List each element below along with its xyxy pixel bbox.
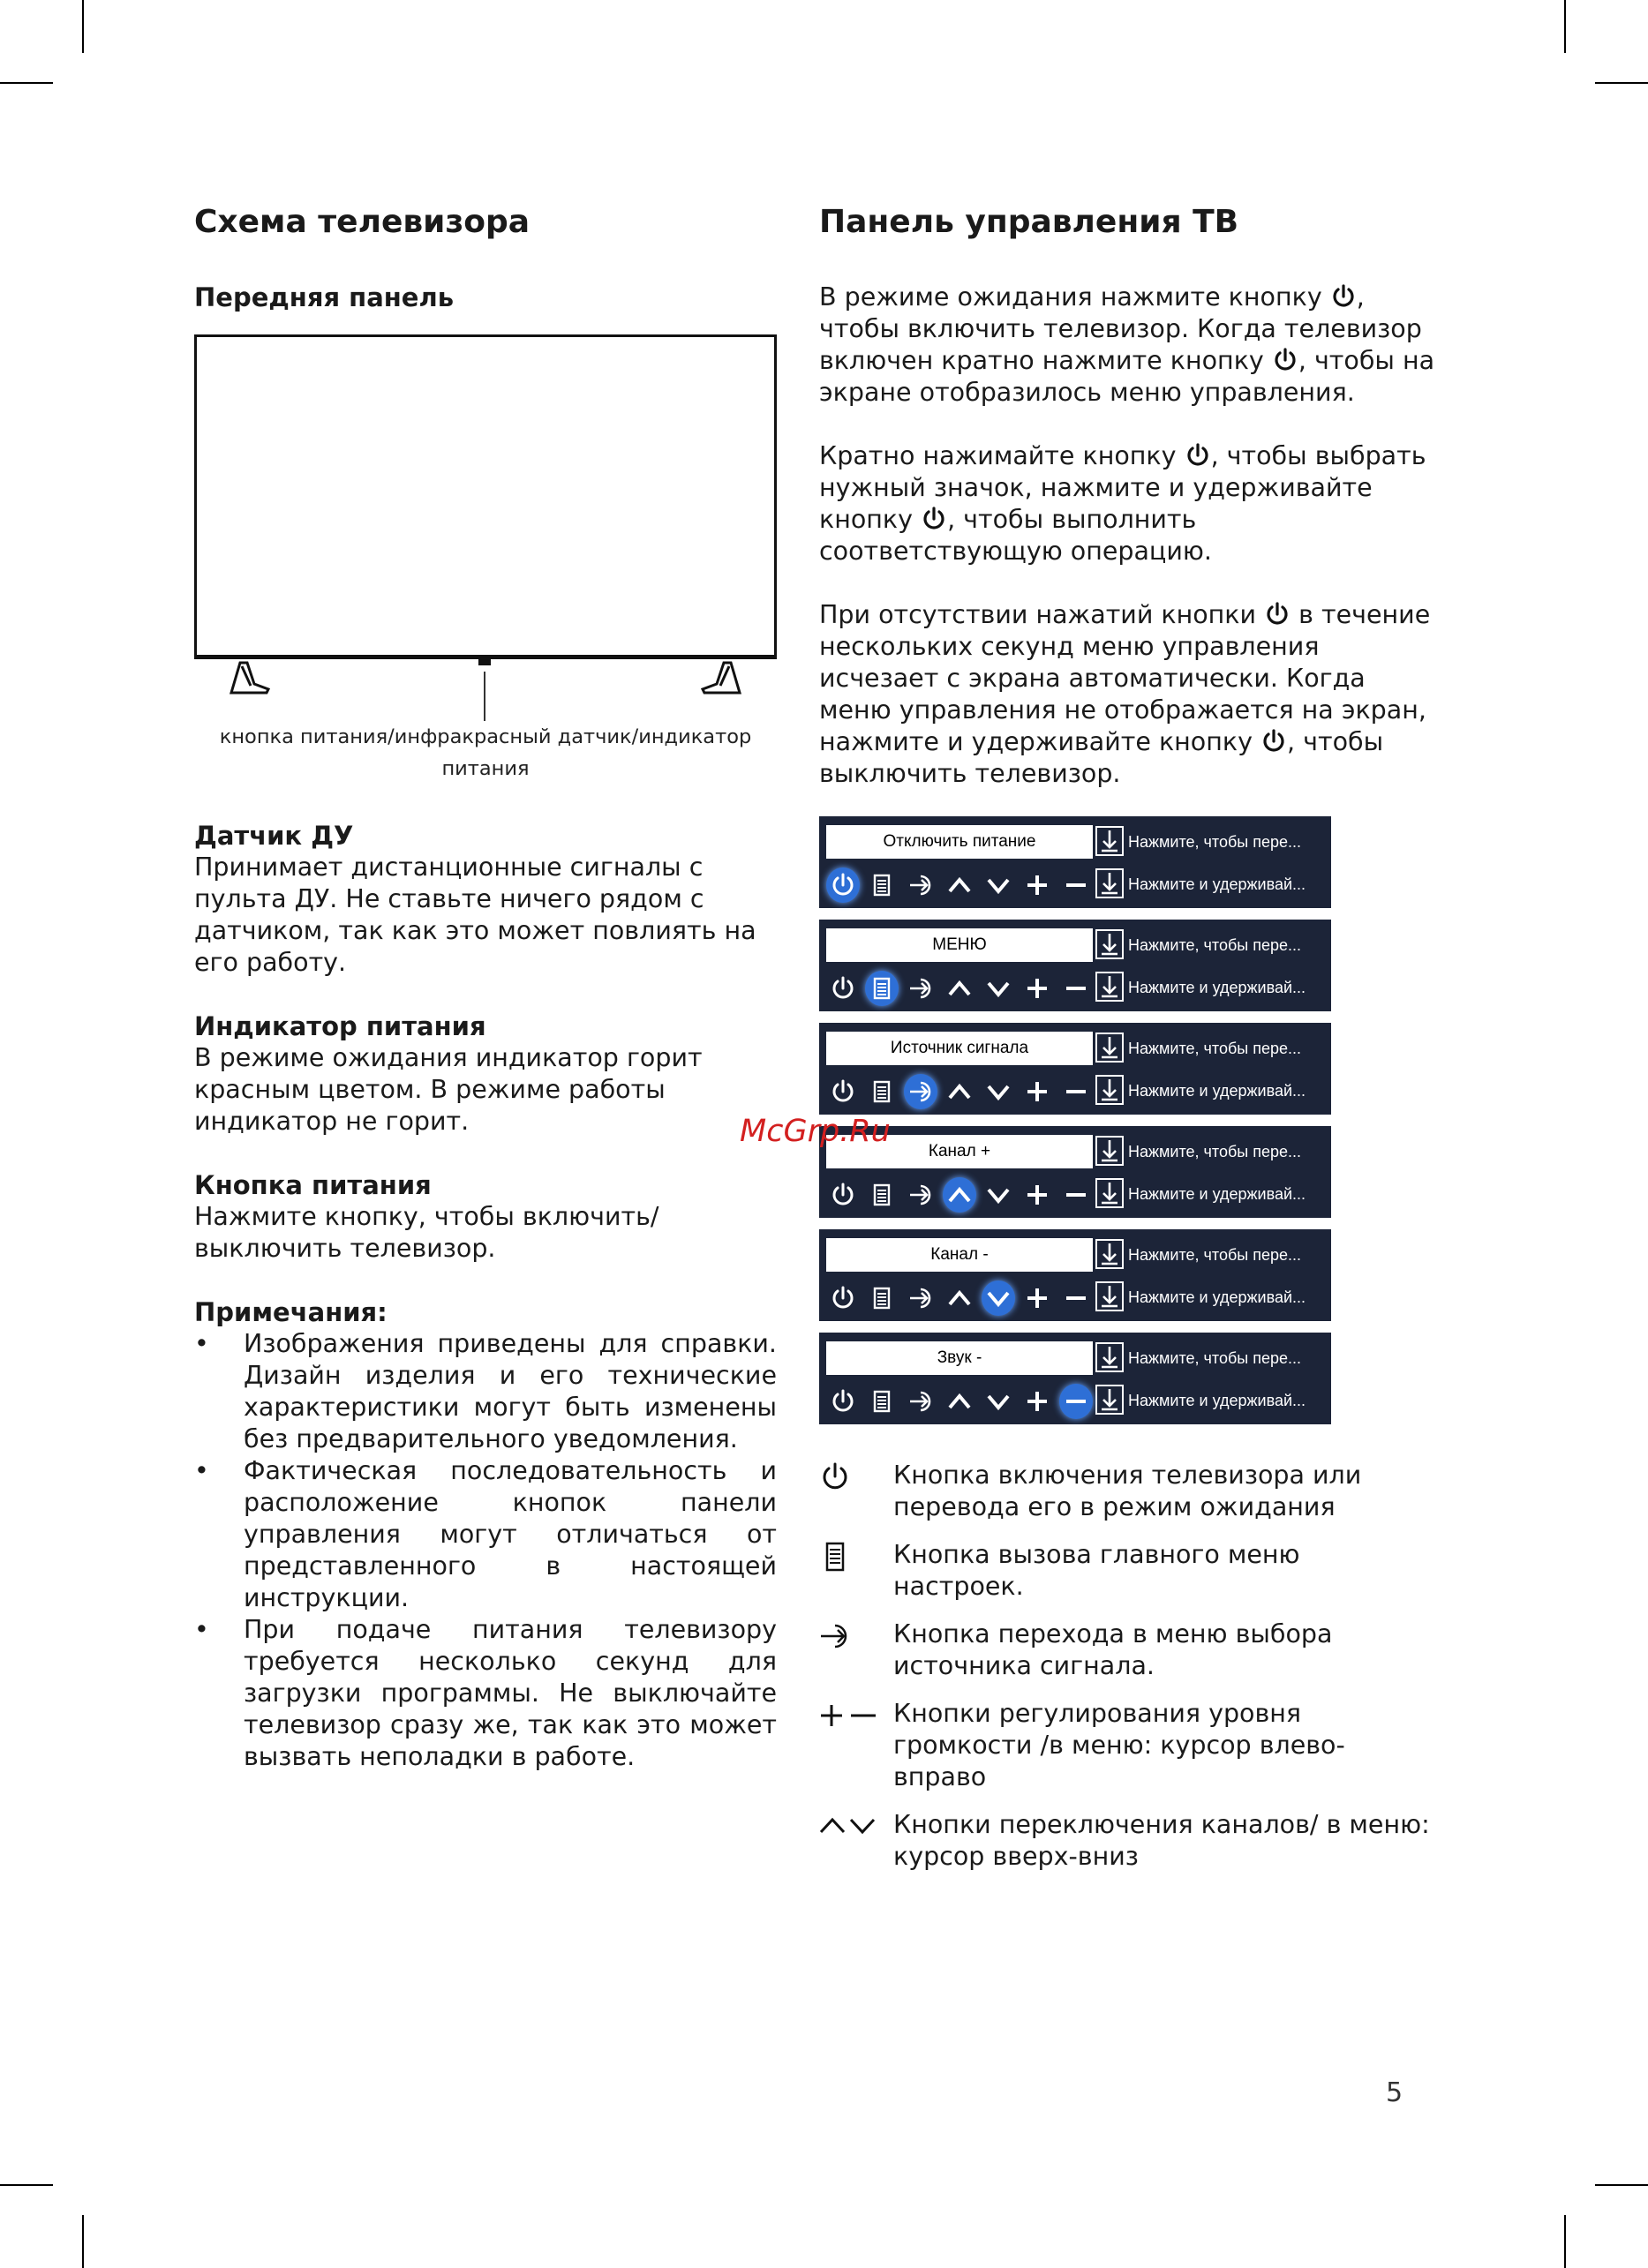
tv-screen [194, 334, 777, 659]
note-item: • Фактическая последовательность и расположение кнопок панели управления могут отличаться от представленного в настоящей инструкции. [194, 1455, 777, 1614]
menu-icon [865, 1384, 899, 1419]
tv-caption: кнопка питания/инфракрасный датчик/индикатор питания [219, 725, 752, 780]
legend-row-channel [819, 1809, 1437, 1873]
osd-title: Отключить питание [826, 825, 1093, 859]
osd-title: Канал - [826, 1238, 1093, 1272]
legend-text: Кнопки переключения каналов/ в меню: курсор вверх-вниз [893, 1810, 1430, 1871]
power-icon [819, 1461, 881, 1493]
osd-hint-hold: Нажмите и удерживай... [1128, 1082, 1306, 1100]
confirm-arrow-icon [1095, 867, 1125, 899]
source-icon [904, 1177, 937, 1213]
osd-hint-press: Нажмите, чтобы пере... [1128, 833, 1301, 851]
plus-icon [1020, 971, 1054, 1006]
power-button-title: Кнопка питания [194, 1170, 432, 1200]
crop-mark [82, 2215, 84, 2268]
crop-mark [0, 82, 53, 84]
confirm-arrow-icon [1095, 971, 1125, 1003]
chevron-down-icon [982, 1280, 1015, 1316]
power-icon [826, 971, 860, 1006]
power-icon [826, 1074, 860, 1109]
chevron-up-icon [943, 1074, 976, 1109]
chevron-up-icon [943, 867, 976, 903]
osd-icon-row [826, 1384, 1093, 1419]
tv-front-diagram [194, 334, 777, 705]
osd-title: Звук - [826, 1341, 1093, 1375]
right-column [819, 199, 1437, 1889]
confirm-arrow-icon [1095, 1074, 1125, 1106]
chevron-up-icon [943, 1280, 976, 1316]
osd-icon-row [826, 1074, 1093, 1109]
minus-icon [1059, 1280, 1093, 1316]
minus-icon [1059, 1074, 1093, 1109]
source-icon [904, 867, 937, 903]
osd-hint-press: Нажмите, чтобы пере... [1128, 1246, 1301, 1264]
power-indicator-text: В режиме ожидания индикатор горит красным цветом. В режиме работы индикатор не горит. [194, 1043, 703, 1136]
chevron-up-icon [943, 1177, 976, 1213]
note-item: • При подаче питания телевизору требуется несколько секунд для загрузки программы. Не выключайте телевизор сразу же, так как это может вызвать неполадки в работе. [194, 1614, 777, 1773]
power-icon [826, 1280, 860, 1316]
osd-hint-press: Нажмите, чтобы пере... [1128, 1040, 1301, 1057]
plus-icon [1020, 1280, 1054, 1316]
legend-row-menu [819, 1539, 1437, 1603]
osd-panel [819, 920, 1331, 1011]
power-icon [826, 1384, 860, 1419]
osd-panel [819, 1023, 1331, 1115]
legend-row-source [819, 1618, 1437, 1682]
paragraph-standby: В режиме ожидания нажмите кнопку , чтобы включить телевизор. Когда телевизор включен кратно нажмите кнопку , чтобы на экране отобразилось меню управления. [819, 282, 1435, 407]
confirm-arrow-icon [1095, 1177, 1125, 1209]
section-heading-tv-scheme: Схема телевизора [194, 204, 531, 240]
osd-title: Канал + [826, 1135, 1093, 1168]
osd-hint-press: Нажмите, чтобы пере... [1128, 1349, 1301, 1367]
legend-row-power [819, 1460, 1437, 1523]
callout-line [484, 672, 485, 721]
paragraph-auto-hide: При отсутствии нажатий кнопки в течение нескольких секунд меню управления исчезает с экрана автоматически. Когда меню управления не отображается на экран, нажмите и удерживайте кнопку , чтобы выключить телевизор. [819, 600, 1431, 788]
minus-icon [1059, 971, 1093, 1006]
icon-legend [819, 1460, 1437, 1873]
osd-title: Источник сигнала [826, 1032, 1093, 1065]
crop-mark [82, 0, 84, 53]
chevron-up-icon [943, 1384, 976, 1419]
chevron-up-down-icon [819, 1811, 881, 1843]
minus-icon [1059, 1177, 1093, 1213]
legend-text: Кнопка включения телевизора или перевода его в режим ожидания [893, 1461, 1362, 1521]
tv-left-stand-icon [228, 659, 272, 695]
osd-hint-hold: Нажмите и удерживай... [1128, 979, 1306, 996]
menu-icon [865, 1074, 899, 1109]
chevron-down-icon [982, 1074, 1015, 1109]
legend-row-volume [819, 1698, 1437, 1793]
confirm-arrow-icon [1095, 1280, 1125, 1312]
chevron-down-icon [982, 867, 1015, 903]
crop-mark [1595, 82, 1648, 84]
chevron-down-icon [982, 971, 1015, 1006]
menu-icon [819, 1541, 881, 1573]
left-column [194, 199, 777, 1773]
legend-text: Кнопки регулирования уровня громкости /в меню: курсор влево-вправо [893, 1699, 1345, 1791]
osd-panel [819, 1126, 1331, 1218]
minus-icon [1059, 1384, 1093, 1419]
crop-mark [1595, 2184, 1648, 2186]
source-icon [904, 1384, 937, 1419]
legend-text: Кнопка перехода в меню выбора источника сигнала. [893, 1619, 1333, 1680]
power-icon [921, 506, 947, 532]
minus-icon [1059, 867, 1093, 903]
paragraph-select: Кратно нажимайте кнопку , чтобы выбрать нужный значок, нажмите и удерживайте кнопку , чтобы выполнить соответствующую операцию. [819, 441, 1426, 566]
osd-hint-hold: Нажмите и удерживай... [1128, 1288, 1306, 1306]
crop-mark [0, 2184, 53, 2186]
note-item: • Изображения приведены для справки. Дизайн изделия и его технические характеристики могут быть изменены без предварительного уведомления. [194, 1328, 777, 1455]
confirm-arrow-icon [1095, 1384, 1125, 1416]
crop-mark [1564, 2215, 1566, 2268]
menu-icon [865, 971, 899, 1006]
plus-icon [1020, 1074, 1054, 1109]
power-button-text: Нажмите кнопку, чтобы включить/выключить телевизор. [194, 1202, 659, 1263]
page-number: 5 [1386, 2077, 1403, 2108]
power-icon [1272, 347, 1298, 373]
plus-icon [1020, 1384, 1054, 1419]
plus-minus-icon [819, 1700, 881, 1731]
osd-panel-list [819, 816, 1437, 1424]
osd-hint-hold: Нажмите и удерживай... [1128, 1392, 1306, 1409]
tv-bottom-bezel [194, 649, 777, 657]
chevron-down-icon [982, 1384, 1015, 1419]
osd-icon-row [826, 1177, 1093, 1213]
confirm-arrow-icon [1095, 928, 1125, 960]
osd-hint-press: Нажмите, чтобы пере... [1128, 936, 1301, 954]
confirm-arrow-icon [1095, 1135, 1125, 1167]
osd-icon-row [826, 1280, 1093, 1316]
plus-icon [1020, 867, 1054, 903]
crop-mark [1564, 0, 1566, 53]
source-icon [819, 1620, 881, 1652]
power-icon [1264, 601, 1291, 627]
chevron-down-icon [982, 1177, 1015, 1213]
section-heading-control-panel: Панель управления ТВ [819, 204, 1239, 240]
power-icon [1260, 728, 1287, 755]
tv-power-button [478, 659, 491, 665]
confirm-arrow-icon [1095, 825, 1125, 857]
front-panel-title: Передняя панель [194, 282, 455, 312]
osd-panel [819, 816, 1331, 908]
confirm-arrow-icon [1095, 1341, 1125, 1373]
osd-icon-row [826, 867, 1093, 903]
source-icon [904, 1280, 937, 1316]
osd-icon-row [826, 971, 1093, 1006]
remote-sensor-title: Датчик ДУ [194, 821, 354, 851]
power-icon [826, 867, 860, 903]
notes-title: Примечания: [194, 1297, 388, 1327]
power-indicator-title: Индикатор питания [194, 1011, 486, 1041]
notes-list [194, 1328, 777, 1773]
source-icon [904, 971, 937, 1006]
legend-text: Кнопка вызова главного меню настроек. [893, 1540, 1300, 1601]
chevron-up-icon [943, 971, 976, 1006]
osd-panel [819, 1333, 1331, 1424]
osd-hint-hold: Нажмите и удерживай... [1128, 1185, 1306, 1203]
confirm-arrow-icon [1095, 1032, 1125, 1063]
osd-panel [819, 1229, 1331, 1321]
power-icon [1185, 442, 1211, 469]
tv-right-stand-icon [699, 659, 743, 695]
power-icon [826, 1177, 860, 1213]
osd-title: МЕНЮ [826, 928, 1093, 962]
plus-icon [1020, 1177, 1054, 1213]
menu-icon [865, 1177, 899, 1213]
menu-icon [865, 867, 899, 903]
osd-hint-press: Нажмите, чтобы пере... [1128, 1143, 1301, 1160]
watermark: McGrp.Ru [740, 1114, 891, 1149]
power-icon [1330, 283, 1357, 310]
source-icon [904, 1074, 937, 1109]
osd-hint-hold: Нажмите и удерживай... [1128, 875, 1306, 893]
confirm-arrow-icon [1095, 1238, 1125, 1270]
remote-sensor-text: Принимает дистанционные сигналы с пульта ДУ. Не ставьте ничего рядом с датчиком, так как это может повлиять на его работу. [194, 852, 756, 977]
menu-icon [865, 1280, 899, 1316]
